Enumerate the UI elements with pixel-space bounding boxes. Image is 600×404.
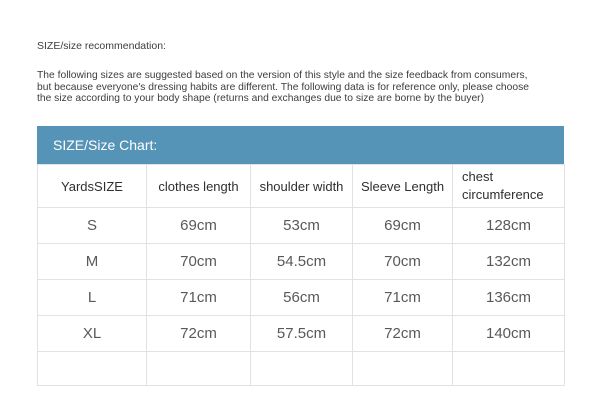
table-row-size-xl <box>38 316 565 352</box>
table-row-empty <box>38 352 565 386</box>
column-header-sleeve-length: Sleeve Length <box>353 165 453 208</box>
empty-cell <box>453 352 565 386</box>
column-header-yards-size: YardsSIZE <box>38 165 147 208</box>
column-header-clothes-length: clothes length <box>147 165 251 208</box>
cell-sleeve-length: 71cm <box>353 280 453 316</box>
empty-cell <box>147 352 251 386</box>
cell-size-label: L <box>38 280 147 316</box>
recommendation-line: the size according to your body shape (returns and exchanges due to size are borne by the buyer) <box>37 93 485 105</box>
size-table <box>37 164 565 386</box>
size-chart-header-bar <box>37 126 564 164</box>
cell-sleeve-length: 72cm <box>353 316 453 352</box>
cell-shoulder-width: 57.5cm <box>251 316 353 352</box>
cell-clothes-length: 72cm <box>147 316 251 352</box>
column-header-shoulder-width: shoulder width <box>251 165 353 208</box>
empty-cell <box>353 352 453 386</box>
table-row-size-m <box>38 244 565 280</box>
cell-sleeve-length: 70cm <box>353 244 453 280</box>
recommendation-title: SIZE/size recommendation: <box>37 40 166 52</box>
cell-size-label: S <box>38 208 147 244</box>
empty-cell <box>251 352 353 386</box>
empty-cell <box>38 352 147 386</box>
cell-sleeve-length: 69cm <box>353 208 453 244</box>
recommendation-paragraph <box>37 70 567 105</box>
cell-size-label: XL <box>38 316 147 352</box>
table-row-size-s <box>38 208 565 244</box>
cell-chest-circumference: 132cm <box>453 244 565 280</box>
recommendation-line: but because everyone's dressing habits are different. The following data is for reference only, please choose <box>37 81 529 93</box>
column-header-chest-circumference: chest circumference <box>453 165 565 208</box>
cell-chest-circumference: 128cm <box>453 208 565 244</box>
cell-clothes-length: 71cm <box>147 280 251 316</box>
cell-chest-circumference: 140cm <box>453 316 565 352</box>
size-chart-title: SIZE/Size Chart: <box>53 137 158 153</box>
cell-shoulder-width: 53cm <box>251 208 353 244</box>
cell-clothes-length: 70cm <box>147 244 251 280</box>
cell-chest-circumference: 136cm <box>453 280 565 316</box>
cell-size-label: M <box>38 244 147 280</box>
cell-shoulder-width: 56cm <box>251 280 353 316</box>
table-header-row <box>38 165 565 208</box>
table-row-size-l <box>38 280 565 316</box>
recommendation-line: The following sizes are suggested based on the version of this style and the size feedback from consumers, <box>37 70 528 81</box>
cell-shoulder-width: 54.5cm <box>251 244 353 280</box>
cell-clothes-length: 69cm <box>147 208 251 244</box>
